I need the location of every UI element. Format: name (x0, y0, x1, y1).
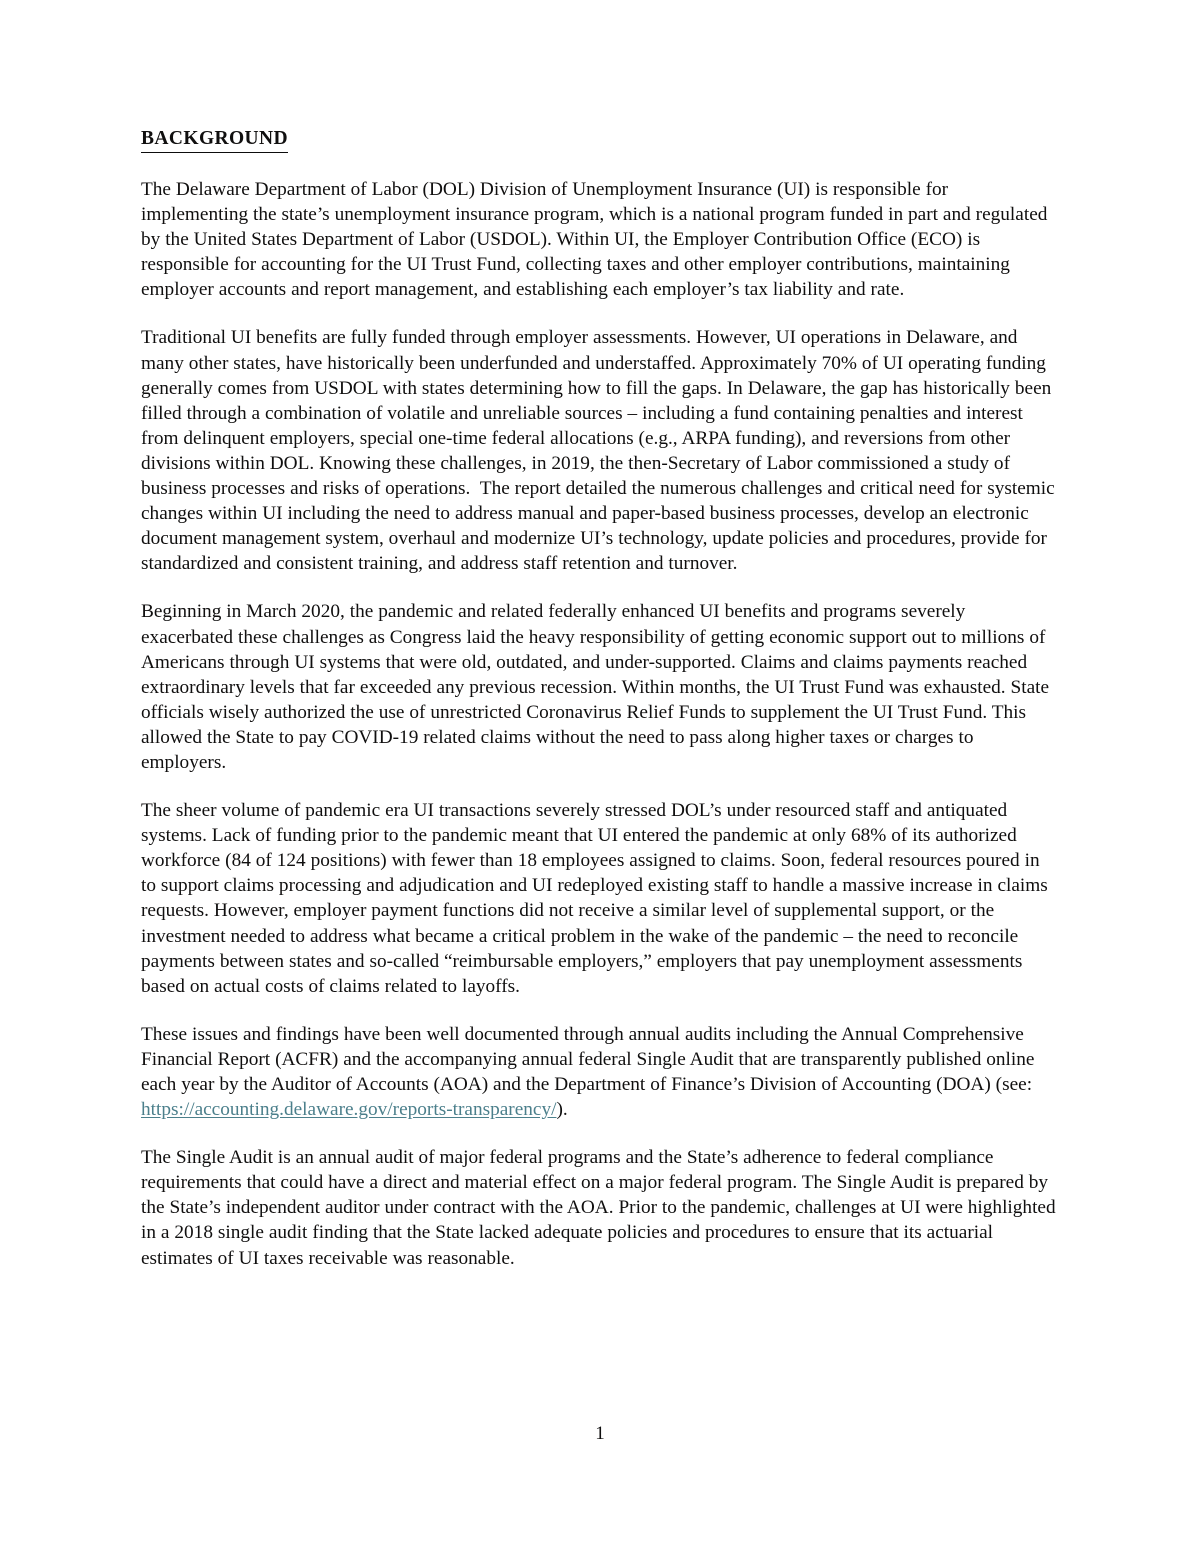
paragraph-funding-history: Traditional UI benefits are fully funded through employer assessments. However, UI operations in Delaware, and many other states, have historically been underfunded and understaffed. Approximately 70% of UI operating funding generally comes from USDOL with states determining how to fill the gaps. In Delaware, the gap has historically been filled through a combination of volatile and unreliable sources – including a fund containing penalties and interest from delinquent employers, special one-time federal allocations (e.g., ARPA funding), and reversions from other divisions within DOL. Knowing these challenges, in 2019, the then-Secretary of Labor commissioned a study of business processes and risks of operations. The report detailed the numerous challenges and critical need for systemic changes within UI including the need to address manual and paper-based business processes, develop an electronic document management system, overhaul and modernize UI’s technology, update policies and procedures, provide for standardized and consistent training, and address staff retention and turnover. (141, 327, 1060, 575)
paragraph-staffing-strain: The sheer volume of pandemic era UI transactions severely stressed DOL’s under resourced staff and antiquated systems. Lack of funding prior to the pandemic meant that UI entered the pandemic at only 68% of its authorized workforce (84 of 124 positions) with fewer than 18 employees assigned to claims. Soon, federal resources poured in to support claims processing and adjudication and UI redeployed existing staff to handle a massive increase in claims requests. However, employer payment functions did not receive a similar level of supplemental support, or the investment needed to address what became a critical problem in the wake of the pandemic – the need to reconcile payments between states and so-called “reimbursable employers,” employers that pay unemployment assessments based on actual costs of claims related to layoffs. (141, 800, 1053, 997)
section-heading-container (141, 126, 1059, 153)
paragraph-pandemic-onset: Beginning in March 2020, the pandemic and related federally enhanced UI benefits and programs severely exacerbated these challenges as Congress laid the heavy responsibility of getting economic support out to millions of Americans through UI systems that were old, outdated, and under-supported. Claims and claims payments reached extraordinary levels that far exceeded any previous recession. Within months, the UI Trust Fund was exhausted. State officials wisely authorized the use of unrestricted Coronavirus Relief Funds to supplement the UI Trust Fund. This allowed the State to pay COVID-19 related claims without the need to pass along higher taxes or charges to employers. (141, 601, 1055, 773)
document-body (141, 126, 1059, 1271)
paragraph-single-audit: The Single Audit is an annual audit of major federal programs and the State’s adherence to federal compliance requirements that could have a direct and material effect on a major federal program. The Single Audit is prepared by the State’s independent auditor under contract with the AOA. Prior to the pandemic, challenges at UI were highlighted in a 2018 single audit finding that the State lacked adequate policies and procedures to ensure that its actuarial estimates of UI taxes receivable was reasonable. (141, 1147, 1061, 1269)
accounting-transparency-link[interactable]: https://accounting.delaware.gov/reports-transparency/ (141, 1099, 557, 1121)
paragraph-background-overview: The Delaware Department of Labor (DOL) Division of Unemployment Insurance (UI) is responsible for implementing the state’s unemployment insurance program, which is a national program funded in part and regulated by the United States Department of Labor (USDOL). Within UI, the Employer Contribution Office (ECO) is responsible for accounting for the UI Trust Fund, collecting taxes and other employer contributions, maintaining employer accounts and report management, and establishing each employer’s tax liability and rate. (141, 179, 1053, 301)
page-title: BACKGROUND (141, 126, 288, 153)
paragraph-audit-documentation (141, 1022, 1059, 1122)
paragraph-audit-documentation-text: These issues and findings have been well documented through annual audits including the Annual Comprehensive Financial Report (ACFR) and the accompanying annual federal Single Audit that are transparently published online each year by the Auditor of Accounts (AOA) and the Department of Finance’s Division of Accounting (DOA) (see: (141, 1023, 1042, 1095)
paragraph-audit-documentation-tail: ). (556, 1099, 568, 1121)
page-number-footer: 1 (595, 1423, 605, 1444)
